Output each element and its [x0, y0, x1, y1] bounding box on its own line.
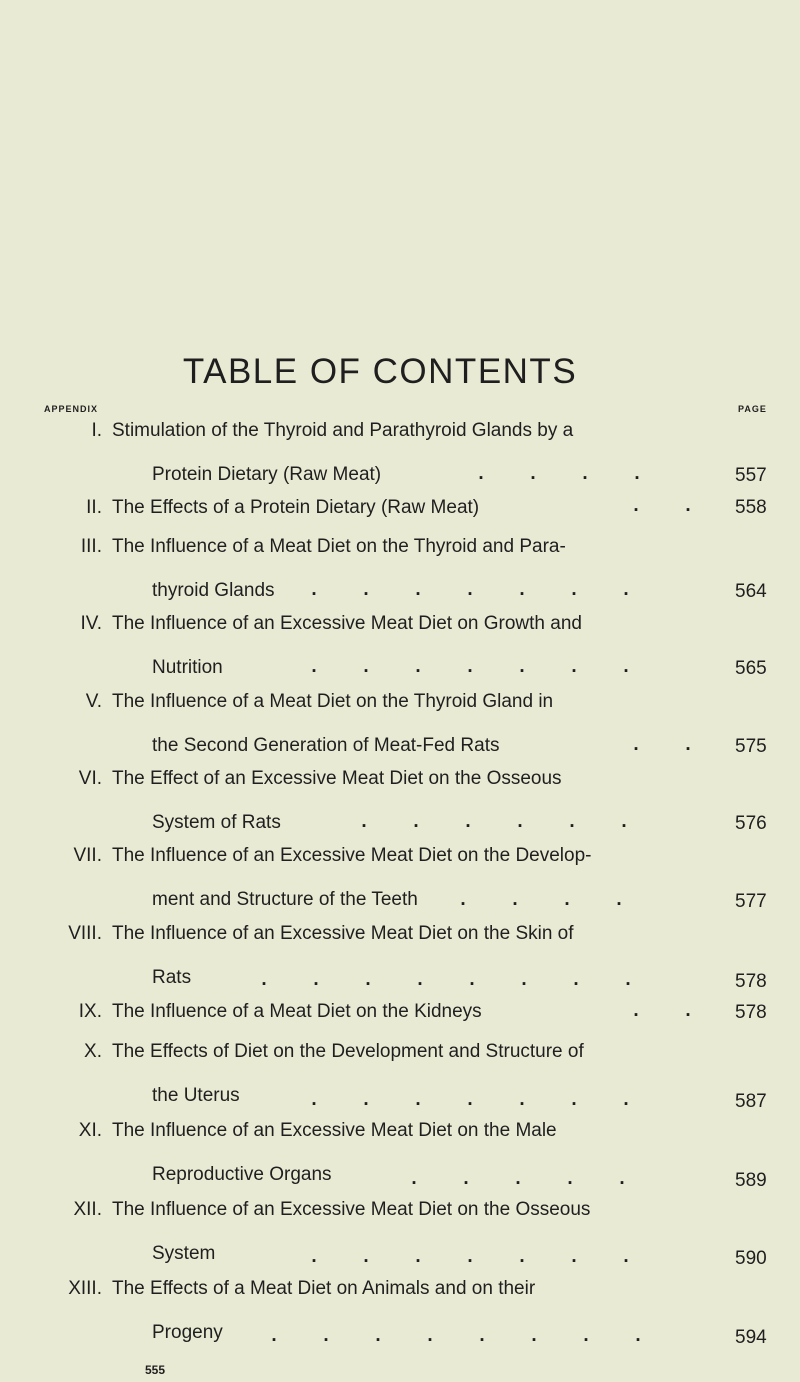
dot-leader: . . . . . . .: [311, 579, 629, 600]
entry-page-number: 557: [735, 465, 767, 486]
dot-leader: . .: [633, 1000, 691, 1021]
entry-number: VI.: [78, 768, 102, 789]
entry-title-line-2: Reproductive Organs: [152, 1164, 332, 1185]
entry-title-line-1: The Influence of an Excessive Meat Diet on the Develop-: [112, 845, 592, 866]
entry-title-line-1: The Effects of a Protein Dietary (Raw Meat): [112, 497, 480, 518]
entry-page-number: 558: [735, 497, 767, 518]
entry-title-line-2: Nutrition: [152, 657, 223, 678]
entry-page-number: 576: [735, 813, 767, 834]
entry-page-number: 589: [735, 1170, 767, 1191]
entry-page-number: 590: [735, 1248, 767, 1269]
dot-leader: . .: [633, 495, 691, 516]
entry-number: IV.: [80, 613, 102, 634]
entry-number: III.: [80, 536, 102, 557]
entry-number: V.: [85, 691, 102, 712]
entry-title-line-1: The Influence of a Meat Diet on the Thyroid and Para-: [112, 536, 566, 557]
entry-title-line-1: The Effects of a Meat Diet on Animals and on their: [112, 1278, 536, 1299]
entry-title-line-2: System: [152, 1243, 216, 1264]
entry-title-line-2: thyroid Glands: [152, 580, 275, 601]
dot-leader: . .: [633, 734, 691, 755]
entry-title-line-1: The Influence of a Meat Diet on the Kidneys: [112, 1001, 482, 1022]
entry-title-line-1: The Influence of an Excessive Meat Diet on the Male: [112, 1120, 557, 1141]
dot-leader: . . . . . . . .: [271, 1325, 641, 1346]
entry-number: X.: [84, 1041, 102, 1062]
page-title: TABLE OF CONTENTS: [182, 352, 578, 391]
entry-title-line-2: the Uterus: [152, 1085, 240, 1106]
entry-page-number: 578: [735, 971, 767, 992]
entry-page-number: 578: [735, 1002, 767, 1023]
entry-number: IX.: [78, 1001, 102, 1022]
entry-number: I.: [91, 420, 102, 441]
dot-leader: . . . . . . .: [311, 1089, 629, 1110]
dot-leader: . . . . .: [411, 1168, 625, 1189]
dot-leader: . . . .: [478, 463, 640, 484]
entry-title-line-2: System of Rats: [152, 812, 281, 833]
entry-page-number: 564: [735, 581, 767, 602]
dot-leader: . . . . . .: [361, 811, 627, 832]
entry-number: XIII.: [68, 1278, 102, 1299]
entry-number: XI.: [78, 1120, 102, 1141]
entry-title-line-1: The Effects of Diet on the Development and Structure of: [112, 1041, 584, 1062]
appendix-column-header: APPENDIX: [44, 404, 99, 414]
entry-title-line-1: The Effect of an Excessive Meat Diet on the Osseous: [112, 768, 562, 789]
entry-page-number: 594: [735, 1327, 767, 1348]
entry-page-number: 565: [735, 658, 767, 679]
entry-title-line-2: Rats: [152, 967, 192, 988]
entry-title-line-1: The Influence of an Excessive Meat Diet on the Osseous: [112, 1199, 591, 1220]
entry-title-line-1: The Influence of an Excessive Meat Diet on Growth and: [112, 613, 582, 634]
entry-number: II.: [86, 497, 102, 518]
dot-leader: . . . . . . .: [311, 656, 629, 677]
dot-leader: . . . .: [460, 889, 622, 910]
entry-title-line-2: the Second Generation of Meat-Fed Rats: [152, 735, 500, 756]
entry-number: XII.: [73, 1199, 102, 1220]
entry-page-number: 587: [735, 1091, 767, 1112]
dot-leader: . . . . . . .: [311, 1246, 629, 1267]
entry-title-line-1: The Influence of a Meat Diet on the Thyroid Gland in: [112, 691, 554, 712]
entry-title-line-2: Protein Dietary (Raw Meat): [152, 464, 382, 485]
entry-title-line-2: ment and Structure of the Teeth: [152, 889, 418, 910]
signature-mark: 555: [145, 1363, 166, 1377]
entry-number: VII.: [73, 845, 102, 866]
entry-title-line-1: The Influence of an Excessive Meat Diet on the Skin of: [112, 923, 574, 944]
entry-number: VIII.: [68, 923, 102, 944]
entry-page-number: 577: [735, 891, 767, 912]
page-column-header: PAGE: [738, 404, 767, 414]
dot-leader: . . . . . . . .: [261, 969, 631, 990]
entry-title-line-2: Progeny: [152, 1322, 223, 1343]
entry-title-line-1: Stimulation of the Thyroid and Parathyroid Glands by a: [112, 420, 574, 441]
entry-page-number: 575: [735, 736, 767, 757]
